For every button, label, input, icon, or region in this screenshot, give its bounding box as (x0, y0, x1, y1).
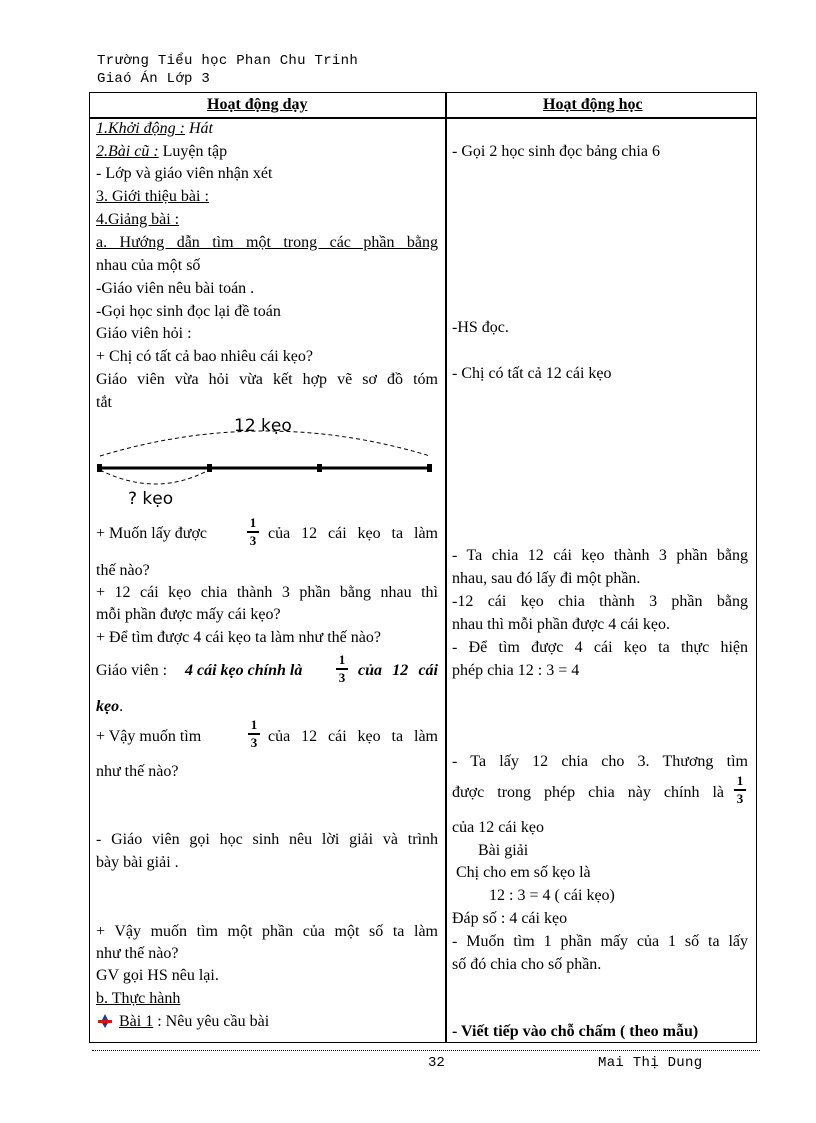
column-divider (445, 92, 447, 1043)
solution-title: Bài giải (478, 842, 529, 859)
bottom-brace-arc (100, 470, 209, 484)
section-a-heading: a. Hướng dẫn tìm một trong các phần bằng (96, 234, 438, 251)
right-line-6b: phép chia 12 : 3 = 4 (452, 662, 580, 679)
left-line-13: tắt (96, 394, 112, 411)
question-5-b: bày bài giải . (96, 854, 179, 871)
warmup-label: 1.Khởi động : (96, 120, 185, 137)
warmup-line (96, 119, 213, 139)
review-label: 2.Bài cũ : (96, 143, 159, 160)
question-4-b: của 12 cái kẹo ta làm (268, 728, 438, 745)
right-line-5b: nhau thì mỗi phần được 4 cái kẹo. (452, 616, 670, 633)
right-line-6a: - Để tìm được 4 cái kẹo ta thực hiện (452, 639, 748, 656)
question-1-b: của 12 cái kẹo ta làm (268, 525, 438, 542)
fraction-denominator: 3 (249, 532, 257, 548)
teacher-statement-b: 4 cái kẹo chính là (185, 662, 303, 679)
lesson-heading: 4.Giảng bài : (96, 211, 180, 228)
bullet-arrow-icon (98, 1014, 112, 1028)
diagram-top-label: 12 kẹo (234, 416, 292, 436)
question-3: + Để tìm được 4 cái kẹo ta làm như thế nào? (96, 629, 381, 646)
author-name: Mai Thị Dung (598, 1055, 703, 1071)
left-line-11: + Chị có tất cả bao nhiêu cái kẹo? (96, 348, 313, 365)
left-line-10: Giáo viên hỏi : (96, 325, 192, 342)
candy-diagram (96, 410, 436, 510)
question-5-a: - Giáo viên gọi học sinh nêu lời giải và trình (96, 831, 438, 848)
teacher-statement-word: kẹo (96, 698, 120, 715)
fraction-3 (248, 718, 260, 750)
exercise-1-label: Bài 1 (119, 1013, 154, 1030)
question-6-b: như thế nào? (96, 945, 179, 962)
right-line-7c: của 12 cái kẹo (452, 819, 544, 836)
question-4-c: như thế nào? (96, 763, 179, 780)
exercise-1-line (119, 1012, 269, 1032)
tick-2 (317, 464, 322, 472)
exercise-1-text: : Nêu yêu cầu bài (153, 1013, 270, 1030)
right-line-2: -HS đọc. (452, 319, 509, 336)
teacher-statement-dot: . (119, 698, 124, 715)
right-line-12b: số đó chia cho số phần. (452, 956, 602, 973)
right-line-4b: nhau, sau đó lấy đi một phần. (452, 570, 641, 587)
col-right-title: Hoạt động học (543, 96, 643, 113)
teacher-statement-a: Giáo viên : (96, 662, 168, 679)
fraction-denominator: 3 (736, 790, 744, 806)
teacher-statement-d (96, 697, 123, 717)
solution-answer: Đáp số : 4 cái kẹo (452, 910, 568, 927)
left-line-9: -Gọi học sinh đọc lại đề toán (96, 303, 281, 320)
lesson-plan-title: Giaó Án Lớp 3 (97, 71, 211, 87)
footer-rule (92, 1050, 760, 1051)
question-4-a: + Vậy muốn tìm (96, 728, 202, 745)
fraction-numerator: 1 (338, 652, 346, 667)
question-1-c: thế nào? (96, 562, 150, 579)
warmup-text: Hát (184, 120, 213, 137)
fraction-denominator: 3 (250, 734, 258, 750)
right-line-5a: -12 cái kẹo chia thành 3 phần bằng (452, 593, 748, 610)
intro-heading: 3. Giới thiệu bài : (96, 188, 209, 205)
diagram-bottom-label: ? kẹo (128, 489, 174, 509)
fraction-2 (336, 653, 348, 685)
tick-1 (207, 464, 212, 472)
left-line-7: nhau của một số (96, 257, 201, 274)
left-line-8: -Giáo viên nêu bài toán . (96, 280, 255, 297)
left-line-3: - Lớp và giáo viên nhận xét (96, 165, 273, 182)
tick-3 (427, 464, 432, 472)
col-left-title: Hoạt động dạy (207, 96, 308, 113)
fraction-numerator: 1 (249, 515, 257, 530)
question-6-c: GV gọi HS nêu lại. (96, 967, 219, 984)
right-line-4a: - Ta chia 12 cái kẹo thành 3 phần bằng (452, 547, 748, 564)
right-line-3: - Chị có tất cả 12 cái kẹo (452, 365, 612, 382)
right-line-7a: - Ta lấy 12 chia cho 3. Thương tìm (452, 753, 748, 770)
question-2-a: + 12 cái kẹo chia thành 3 phần bằng nhau thì (96, 584, 438, 601)
fraction-4 (734, 774, 746, 806)
page-number: 32 (428, 1055, 445, 1071)
fraction-numerator: 1 (250, 717, 258, 732)
fraction-numerator: 1 (736, 773, 744, 788)
solution-line-1: Chị cho em số kẹo là (456, 864, 591, 881)
school-name: Trường Tiểu học Phan Chu Trinh (97, 53, 359, 69)
practice-heading: b. Thực hành (96, 990, 181, 1007)
tick-0 (97, 464, 102, 472)
review-text: Luyện tập (158, 143, 228, 160)
review-line (96, 142, 227, 162)
right-line-7b: được trong phép chia này chính là (452, 784, 724, 801)
question-1-a: + Muốn lấy được (96, 525, 208, 542)
right-line-1: - Gọi 2 học sinh đọc bảng chia 6 (452, 143, 660, 160)
fraction-1 (247, 516, 259, 548)
right-line-12a: - Muốn tìm 1 phần mấy của 1 số ta lấy (452, 933, 748, 950)
fraction-denominator: 3 (338, 669, 346, 685)
teacher-statement-c: của 12 cái (358, 662, 438, 679)
question-6-a: + Vậy muốn tìm một phần của một số ta làm (96, 923, 438, 940)
question-2-b: mỗi phần được mấy cái kẹo? (96, 606, 281, 623)
solution-line-2: 12 : 3 = 4 ( cái kẹo) (489, 887, 615, 904)
left-line-12: Giáo viên vừa hỏi vừa kết hợp vẽ sơ đồ tóm (96, 371, 438, 388)
exercise-1-answer-heading: - Viết tiếp vào chỗ chấm ( theo mẫu) (452, 1023, 699, 1040)
